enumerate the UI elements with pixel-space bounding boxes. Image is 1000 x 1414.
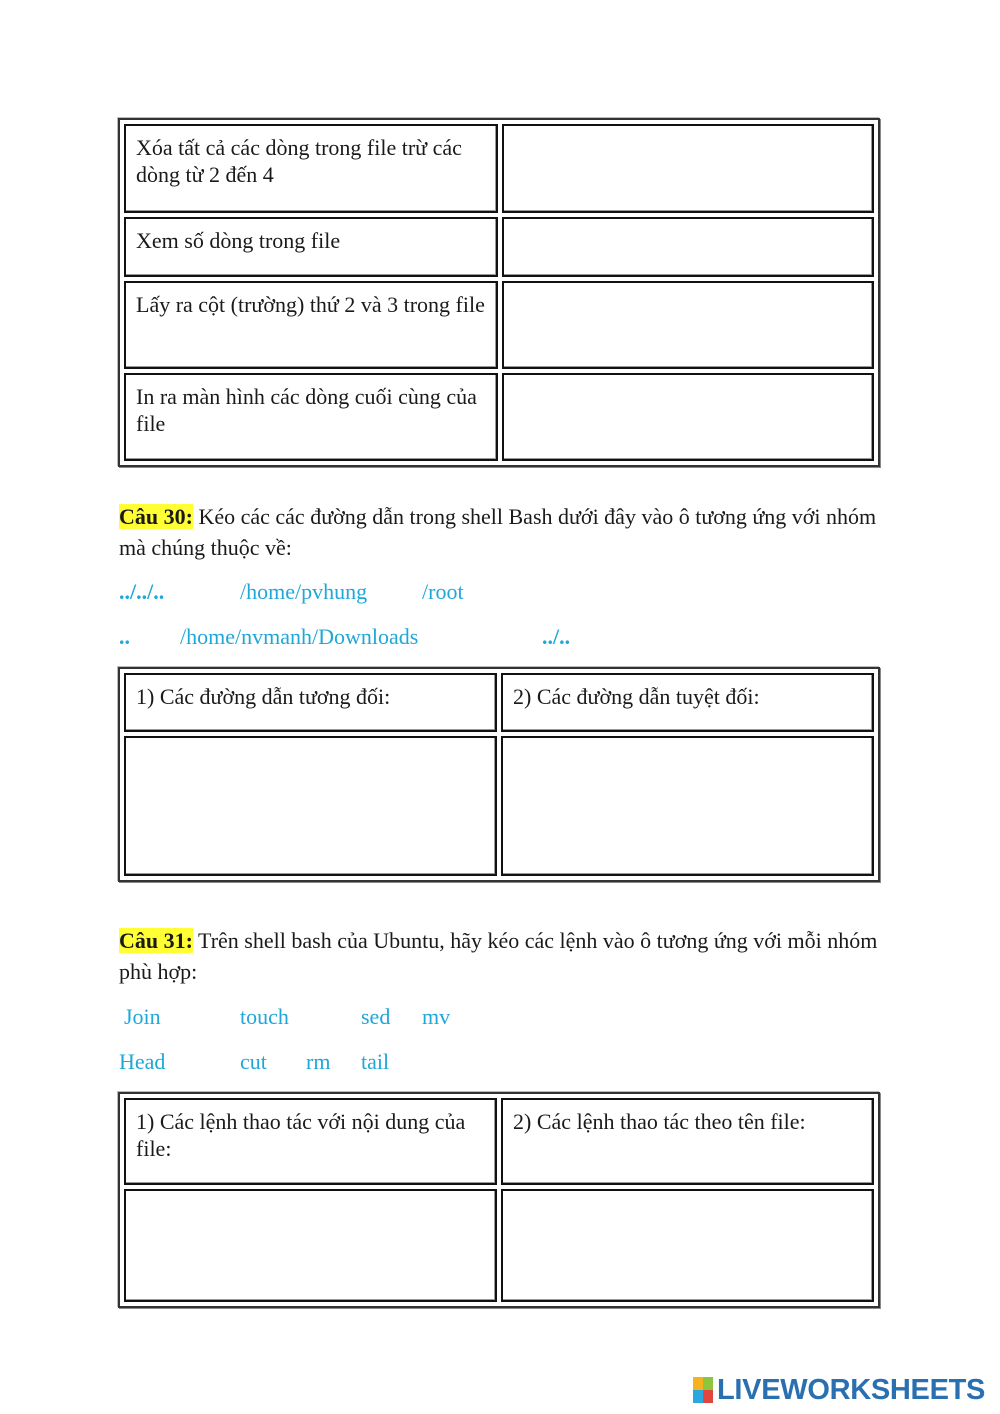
content-commands-header: 1) Các lệnh thao tác với nội dung của file:: [124, 1098, 497, 1185]
relative-paths-header: 1) Các đường dẫn tương đối:: [124, 673, 497, 732]
commands-table: [118, 118, 880, 467]
question-31-text: Trên shell bash của Ubuntu, hãy kéo các lệnh vào ô tương ứng với mỗi nhóm phù hợp:: [119, 928, 878, 984]
command-chip[interactable]: rm: [306, 1049, 331, 1074]
command-chip[interactable]: touch: [240, 1004, 289, 1029]
command-chip[interactable]: Head: [119, 1049, 166, 1074]
question-31-label: Câu 31:: [119, 928, 193, 953]
command-chip[interactable]: tail: [361, 1049, 390, 1074]
command-answer-cell[interactable]: [502, 373, 874, 461]
filename-commands-header: 2) Các lệnh thao tác theo tên file:: [501, 1098, 874, 1185]
table-row: [124, 1189, 874, 1302]
table-row: [124, 124, 874, 213]
filename-commands-dropzone[interactable]: [501, 1189, 874, 1302]
relative-paths-dropzone[interactable]: [124, 736, 497, 876]
question-30: [119, 501, 889, 563]
table-row: [124, 217, 874, 277]
command-description: In ra màn hình các dòng cuối cùng của file: [124, 373, 498, 461]
absolute-paths-header: 2) Các đường dẫn tuyệt đối:: [501, 673, 874, 732]
table-row: [124, 373, 874, 461]
question-30-label: Câu 30:: [119, 504, 193, 529]
command-description: Xem số dòng trong file: [124, 217, 498, 277]
path-chip[interactable]: ..: [119, 624, 130, 649]
table-row: [124, 673, 874, 732]
path-chip[interactable]: /root: [422, 579, 464, 604]
command-answer-cell[interactable]: [502, 281, 874, 369]
table-row: [124, 1098, 874, 1185]
absolute-paths-dropzone[interactable]: [501, 736, 874, 876]
liveworksheets-logo: [693, 1374, 985, 1406]
table-row: [124, 281, 874, 369]
content-commands-dropzone[interactable]: [124, 1189, 497, 1302]
path-chip[interactable]: /home/pvhung: [240, 579, 368, 604]
path-chip[interactable]: /home/nvmanh/Downloads: [180, 624, 419, 649]
command-chip[interactable]: cut: [240, 1049, 267, 1074]
liveworksheets-logo-icon: [693, 1377, 713, 1403]
path-chip[interactable]: ../../..: [119, 579, 165, 604]
commands-group-table: [118, 1092, 880, 1308]
command-answer-cell[interactable]: [502, 217, 874, 277]
command-answer-cell[interactable]: [502, 124, 874, 213]
command-chip[interactable]: sed: [361, 1004, 391, 1029]
liveworksheets-brand-text: LIVEWORKSHEETS: [717, 1373, 986, 1406]
question-31: [119, 925, 889, 987]
command-chip[interactable]: Join: [124, 1004, 161, 1029]
command-chip[interactable]: mv: [422, 1004, 451, 1029]
command-description: Lấy ra cột (trường) thứ 2 và 3 trong file: [124, 281, 498, 369]
command-description: Xóa tất cả các dòng trong file trừ các dòng từ 2 đến 4: [124, 124, 498, 213]
path-chip[interactable]: ../..: [542, 624, 571, 649]
paths-table: [118, 667, 880, 882]
table-row: [124, 736, 874, 876]
question-30-text: Kéo các các đường dẫn trong shell Bash dưới đây vào ô tương ứng với nhóm mà chúng thuộc về:: [119, 504, 877, 560]
